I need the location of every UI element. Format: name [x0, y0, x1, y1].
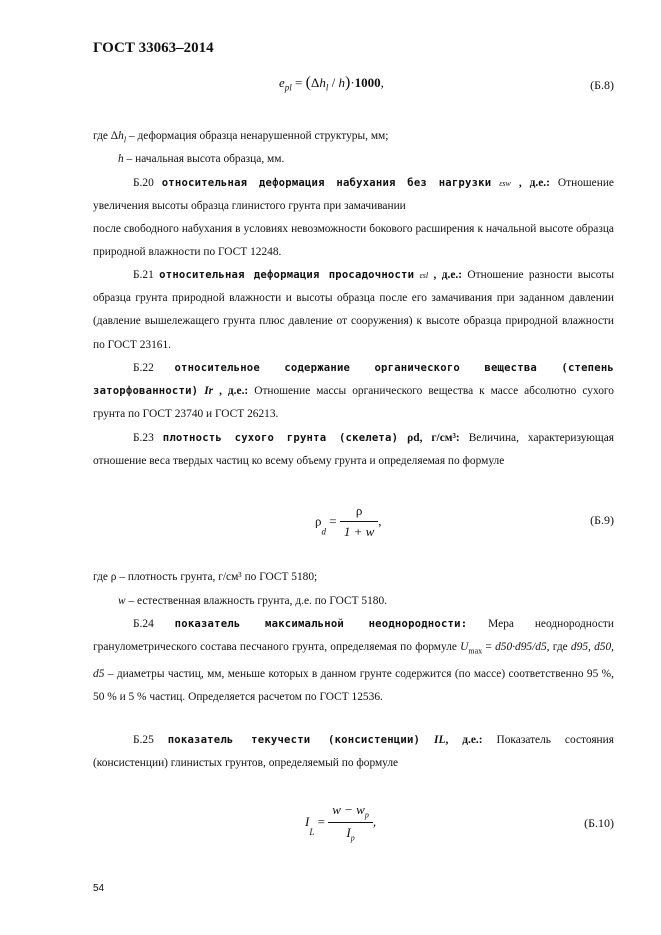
- formula-b8-row: [93, 74, 614, 98]
- formula-b10: $I_L$ = $\frac{w - w_p}{I_p}$ ,: [305, 802, 377, 843]
- page-number: 54: [93, 883, 105, 894]
- formula-b9-label: (Б.9): [590, 513, 614, 527]
- clause-b20-cont: после свободного набухания в условиях невозможности бокового расширения к начальной высоте образца природной влажности по ГОСТ 12248.: [93, 223, 614, 259]
- formula-b10-fraction: $\frac{w - w_p}{I_p}$: [328, 802, 373, 842]
- where-rho-line: где ρ – плотность грунта, г/см³ по ГОСТ 5180;: [93, 571, 318, 583]
- where-dh-line: где $\Delta h_l$ – деформация образца ненарушенной структуры, мм;: [93, 130, 389, 145]
- formula-b8: $e_{pl} = (\Delta h_l / h)\cdot 1000$,: [279, 74, 384, 93]
- formula-b8-label: (Б.8): [590, 78, 614, 92]
- formula-b10-label: (Б.10): [584, 816, 614, 830]
- formula-b9-fraction: $\frac{\rho}{1 + w}$: [340, 503, 378, 540]
- clause-b21: Б.21 относительная деформация просадочности εsl , д.е.: Отношение разности высоты образца грунта природной влажности и высоты образца после его замачивания при заданном давлении (давление вышележащего грунта плюс давление от сооружения) к высоте образца природной влажности по ГОСТ 23161.: [93, 269, 614, 351]
- where-w-line: w – естественная влажность грунта, д.е. по ГОСТ 5180.: [118, 595, 388, 607]
- where-h-line: h – начальная высота образца, мм.: [118, 153, 285, 165]
- page-header: ГОСТ 33063–2014: [93, 40, 214, 56]
- clause-b24: Б.24 показатель максимальной неоднородности: Мера неоднородности гранулометрического состава песчаного грунта, определяемая по формуле $U_{max} = d50\cdot d95/d5$, где d95, d50, d5 – диаметры частиц, мм, меньше которых в данном грунте содержится (по массе) соответственно 95 %, 50 % и 5 % частиц. Определяется расчетом по ГОСТ 12536.: [93, 618, 615, 703]
- clause-b23: Б.23 плотность сухого грунта (скелета) ρd, г/см³: Величина, характеризующая отношение веса твердых частиц ко всему объему грунта и определяемая по формуле: [93, 432, 615, 468]
- clause-b22: Б.22 относительное содержание органического вещества (степень заторфованности) Ir , д.е.: Отношение массы органического вещества к массе абсолютно сухого грунта по ГОСТ 23740 и ГОСТ 26213.: [93, 362, 614, 421]
- clause-b20: Б.20 относительная деформация набухания без нагрузки εsw , д.е.: Отношение увеличения высоты образца глинистого грунта при замачивании: [93, 177, 614, 213]
- formula-b9-row: [93, 503, 614, 543]
- formula-b9: $\rho_d$ = $\frac{\rho}{1 + w}$ ,: [315, 503, 382, 539]
- formula-b10-row: [93, 802, 614, 846]
- clause-b25: Б.25 показатель текучести (консистенции) IL, д.е.: Показатель состояния (консистенции) глинистых грунтов, определяемый по формуле: [93, 734, 614, 770]
